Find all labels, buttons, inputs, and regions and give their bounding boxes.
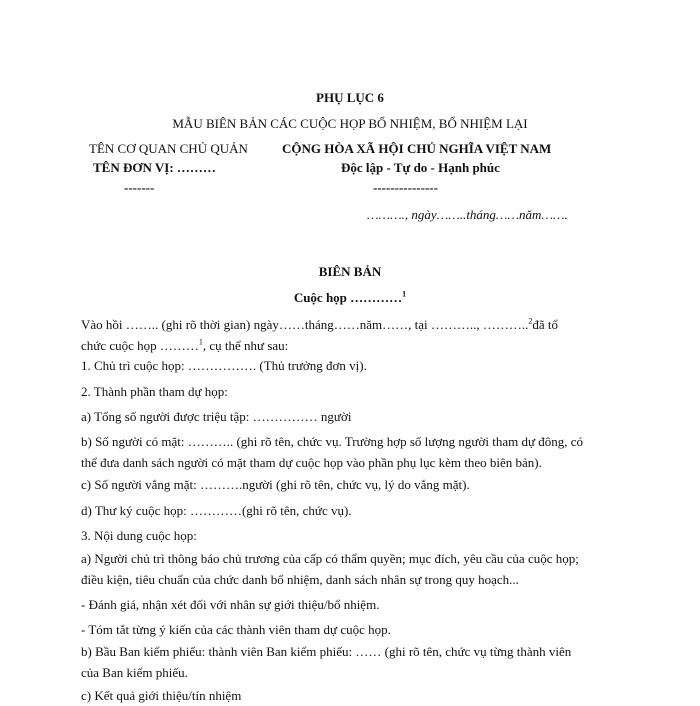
unit-name: TÊN ĐƠN VỊ: ……… xyxy=(93,160,216,175)
national-motto: Độc lập - Tự do - Hạnh phúc xyxy=(341,160,500,175)
item-3c: c) Kết quả giới thiệu/tín nhiệm xyxy=(81,688,242,703)
intro-paragraph xyxy=(81,314,621,356)
dash-item-2: - Tóm tắt từng ý kiến của các thành viên tham dự cuộc họp. xyxy=(81,622,391,637)
intro-line-2 xyxy=(81,335,621,356)
intro-text-b: đã tổ xyxy=(532,317,559,332)
item-3a-line-2: điều kiện, tiêu chuẩn của chức danh bổ nhiệm, danh sách nhân sự trong quy hoạch... xyxy=(81,572,519,587)
intro-text-a: Vào hồi …….. (ghi rõ thời gian) ngày……tháng……năm……, tại ……….., ……….. xyxy=(81,317,529,332)
intro-text-c: chức cuộc họp ……… xyxy=(81,338,199,353)
meeting-title xyxy=(0,290,700,306)
national-title: CỘNG HÒA XÃ HỘI CHỦ NGHĨA VIỆT NAM xyxy=(282,141,552,156)
intro-text-d: , cụ thể như sau: xyxy=(202,338,289,353)
item-2b-line-2: thể đưa danh sách người có mặt tham dự cuộc họp vào phần phụ lục kèm theo biên bản). xyxy=(81,455,542,470)
item-3: 3. Nội dung cuộc họp: xyxy=(81,528,197,543)
left-rule: ------- xyxy=(124,180,155,195)
appendix-subtitle: MẪU BIÊN BẢN CÁC CUỘC HỌP BỔ NHIỆM, BỔ NHIỆM LẠI xyxy=(172,116,528,131)
item-3a-line-1: a) Người chủ trì thông báo chủ trương của cấp có thẩm quyền; mục đích, yêu cầu của cuộc họp; xyxy=(81,551,579,566)
item-3b-line-1: b) Bầu Ban kiểm phiếu: thành viên Ban kiểm phiếu: …… (ghi rõ tên, chức vụ từng thành viên xyxy=(81,644,572,659)
footnote-ref: 2 xyxy=(528,316,533,326)
footnote-ref: 1 xyxy=(402,289,407,299)
dash-item-1: - Đánh giá, nhận xét đối với nhân sự giới thiệu/bổ nhiệm. xyxy=(81,597,380,612)
item-3b xyxy=(81,641,621,683)
appendix-title: PHỤ LỤC 6 xyxy=(316,90,384,105)
item-2: 2. Thành phần tham dự họp: xyxy=(81,384,228,399)
item-3b-line-2: của Ban kiểm phiếu. xyxy=(81,665,188,680)
intro-line-1 xyxy=(81,314,621,335)
date-line: ………., ngày……..tháng……năm……. xyxy=(367,207,568,222)
agency-name: TÊN CƠ QUAN CHỦ QUẢN xyxy=(89,141,248,156)
item-2b-line-1: b) Số người có mặt: ……….. (ghi rõ tên, chức vụ. Trường hợp số lượng người tham dự đông, có xyxy=(81,434,584,449)
item-2d: d) Thư ký cuộc họp: …………(ghi rõ tên, chức vụ). xyxy=(81,503,352,518)
minutes-title: BIÊN BẢN xyxy=(318,264,382,279)
right-rule: --------------- xyxy=(373,180,438,195)
item-3a xyxy=(81,548,621,590)
item-2c: c) Số người vắng mặt: ……….người (ghi rõ tên, chức vụ, lý do vắng mặt). xyxy=(81,477,470,492)
item-2b xyxy=(81,431,621,473)
item-2a: a) Tổng số người được triệu tập: …………… người xyxy=(81,409,352,424)
meeting-title-text: Cuộc họp ………… xyxy=(293,290,403,305)
item-1: 1. Chủ trì cuộc họp: ……………. (Thủ trưởng đơn vị). xyxy=(81,358,367,373)
footnote-ref: 1 xyxy=(198,337,203,347)
